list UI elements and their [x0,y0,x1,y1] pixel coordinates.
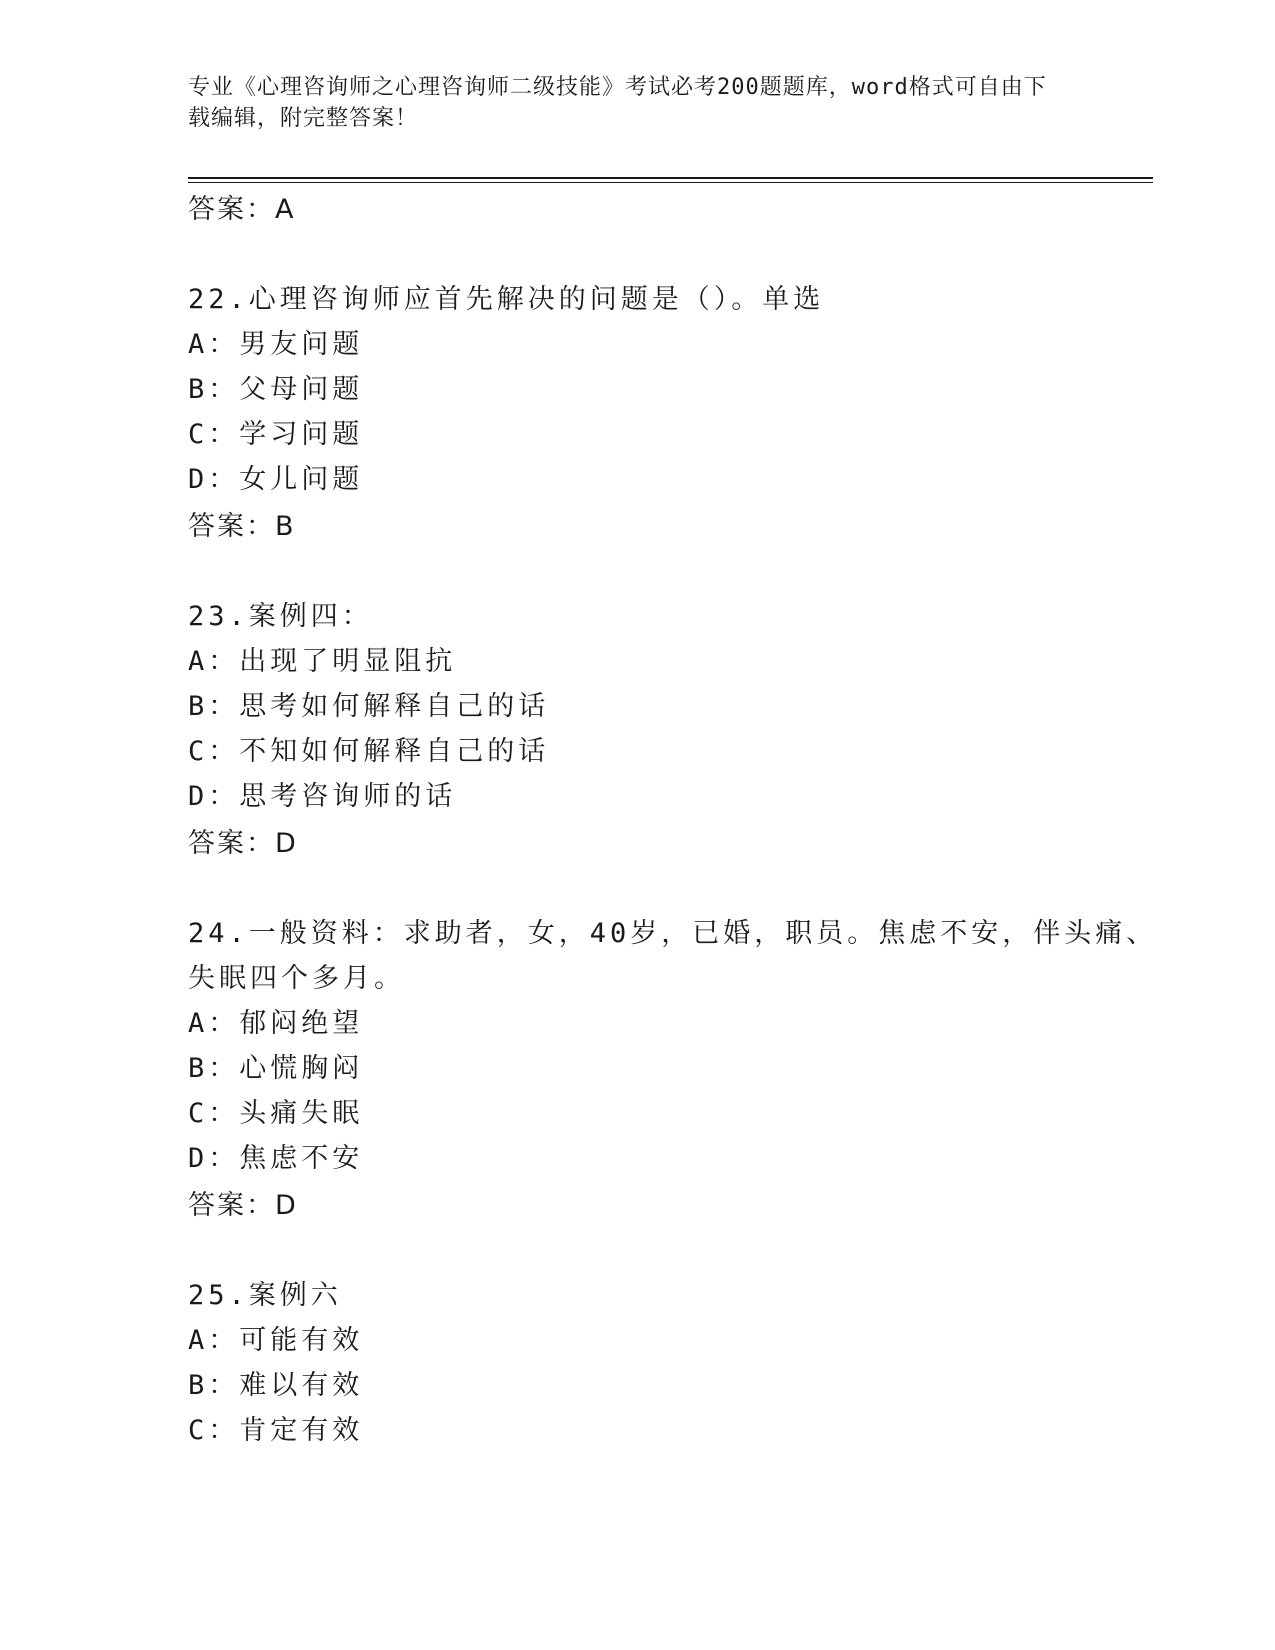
question-23-option-b: B：思考如何解释自己的话 [188,691,550,722]
question-22-option-a: A：男友问题 [188,329,364,360]
question-22-option-c: C：学习问题 [188,419,364,450]
question-24-option-a: A：郁闷绝望 [188,1008,364,1039]
question-23-stem: 23.案例四： [188,601,373,632]
question-22-stem: 22.心理咨询师应首先解决的问题是（）。单选 [188,284,825,315]
question-22-option-d: D：女儿问题 [188,464,364,495]
question-24-option-b: B：心慌胸闷 [188,1053,364,1084]
question-24-option-d: D：焦虑不安 [188,1143,364,1174]
header-divider-thin [188,182,1153,183]
question-22-option-b: B：父母问题 [188,374,364,405]
header-divider-thick [188,177,1153,179]
question-23-option-a: A：出现了明显阻抗 [188,646,457,677]
document-header-intro: 专业《心理咨询师之心理咨询师二级技能》考试必考200题题库，word格式可自由下载编辑，附完整答案！ [188,75,1047,131]
question-24-stem-line2: 失眠四个多月。 [188,963,405,994]
question-24-stem-line1: 24.一般资料：求助者，女，40岁，已婚，职员。焦虑不安，伴头痛、 [188,918,1158,949]
previous-question-answer: 答案：A [188,194,296,225]
question-24-option-c: C：头痛失眠 [188,1098,364,1129]
question-25-stem: 25.案例六 [188,1280,342,1311]
question-23-option-c: C：不知如何解释自己的话 [188,736,550,767]
question-25-option-b: B：难以有效 [188,1370,364,1401]
question-23-option-d: D：思考咨询师的话 [188,781,457,812]
question-25-option-a: A：可能有效 [188,1325,364,1356]
question-22-answer: 答案：B [188,511,296,542]
question-24-answer: 答案：D [188,1190,298,1221]
question-23-answer: 答案：D [188,828,298,859]
question-25-option-c: C：肯定有效 [188,1415,364,1446]
